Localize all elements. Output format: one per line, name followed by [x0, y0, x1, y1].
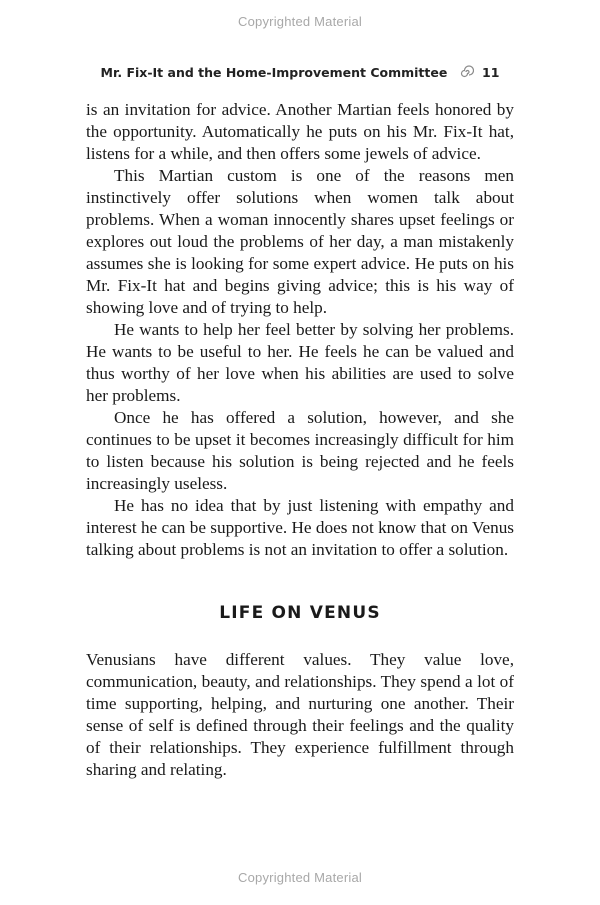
- paragraph: He has no idea that by just listening with empathy and interest he can be supportive. He does not know that on Venus talking about problems is not an invitation to offer a solution.: [86, 496, 514, 559]
- body-text: [86, 99, 514, 561]
- running-head-title: Mr. Fix-It and the Home-Improvement Committee: [100, 65, 448, 80]
- paragraph: Once he has offered a solution, however, and she continues to be upset it becomes increasingly difficult for him to listen because his solution is being rejected and he feels increasingly useless.: [86, 408, 514, 493]
- copyright-watermark-bottom: Copyrighted Material: [238, 870, 362, 885]
- running-head: [86, 65, 514, 82]
- paragraph: He wants to help her feel better by solving her problems. He wants to be useful to her. He feels he can be valued and thus worthy of her love when his abilities are used to solve her problems.: [86, 320, 514, 405]
- section-heading: LIFE ON VENUS: [219, 603, 381, 623]
- swirl-icon: [458, 65, 474, 82]
- copyright-watermark-top: Copyrighted Material: [238, 14, 362, 29]
- paragraph: is an invitation for advice. Another Martian feels honored by the opportunity. Automatically he puts on his Mr. Fix-It hat, listens for a while, and then offers some jewels of advice.: [86, 100, 514, 163]
- page-number: 11: [482, 65, 500, 80]
- paragraph: This Martian custom is one of the reasons men instinctively offer solutions when women talk about problems. When a woman innocently shares upset feelings or explores out loud the problems of her day, a man mistakenly assumes she is looking for some expert advice. He puts on his Mr. Fix-It hat and begins giving advice; this is his way of showing love and of trying to help.: [86, 166, 514, 317]
- section-body-text: [86, 649, 514, 781]
- paragraph: Venusians have different values. They value love, communication, beauty, and relationships. They spend a lot of time supporting, helping, and nurturing one another. Their sense of self is defined through their feelings and the quality of their relationships. They experience fulfillment through sharing and relating.: [86, 650, 514, 779]
